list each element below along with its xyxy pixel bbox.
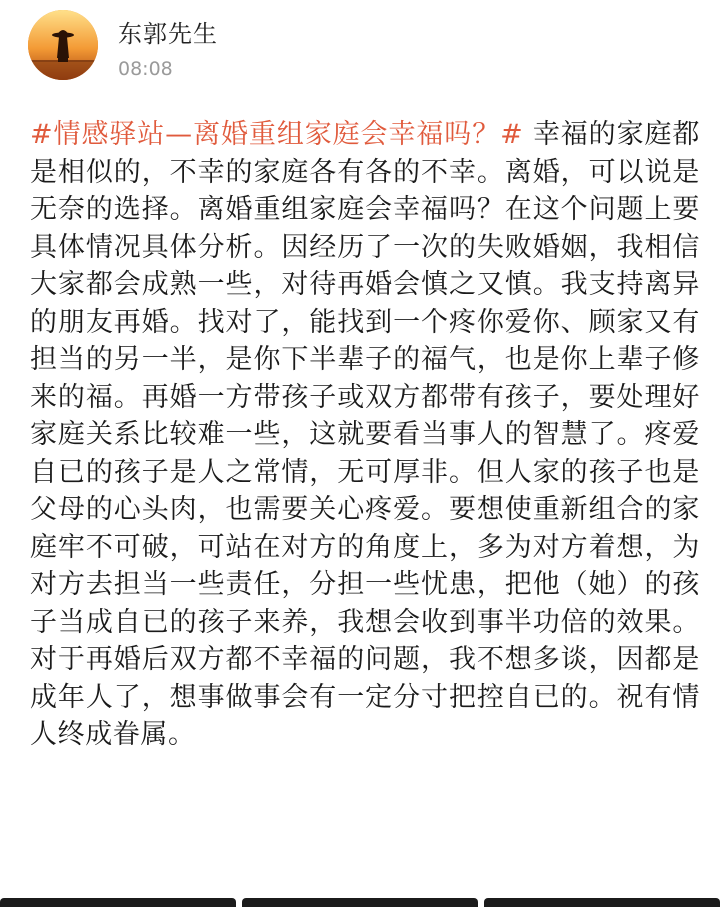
sunset-silhouette-icon	[28, 10, 98, 80]
thumbnail-edge[interactable]	[0, 898, 236, 907]
bottom-image-strip	[0, 898, 720, 907]
username[interactable]: 东郭先生	[118, 20, 218, 48]
post-header	[0, 0, 720, 100]
avatar[interactable]	[28, 10, 98, 80]
post-body-text: 幸福的家庭都是相似的，不幸的家庭各有各的不幸。离婚，可以说是无奈的选择。离婚重组家庭会幸福吗？在这个问题上要具体情况具体分析。因经历了一次的失败婚姻，我相信大家都会成熟一些，对待再婚会慎之又慎。我支持离异的朋友再婚。找对了，能找到一个疼你爱你、顾家又有担当的另一半，是你下半辈子的福气，也是你上辈子修来的福。再婚一方带孩子或双方都带有孩子，要处理好家庭关系比较难一些，这就要看当事人的智慧了。疼爱自已的孩子是人之常情，无可厚非。但人家的孩子也是父母的心头肉，也需要关心疼爱。要想使重新组合的家庭牢不可破，可站在对方的角度上，多为对方着想，为对方去担当一些责任，分担一些忧患，把他（她）的孩子当成自已的孩子来养，我想会收到事半功倍的效果。对于再婚后双方都不幸福的问题，我不想多谈，因都是成年人了，想事做事会有一定分寸把控自已的。祝有情人终成眷属。	[30, 119, 700, 750]
post-timestamp: 08:08	[118, 58, 173, 80]
post-content	[30, 116, 700, 754]
thumbnail-edge[interactable]	[484, 898, 720, 907]
thumbnail-edge[interactable]	[242, 898, 478, 907]
topic-hashtag-link[interactable]: #情感驿站—离婚重组家庭会幸福吗？#	[30, 119, 524, 150]
